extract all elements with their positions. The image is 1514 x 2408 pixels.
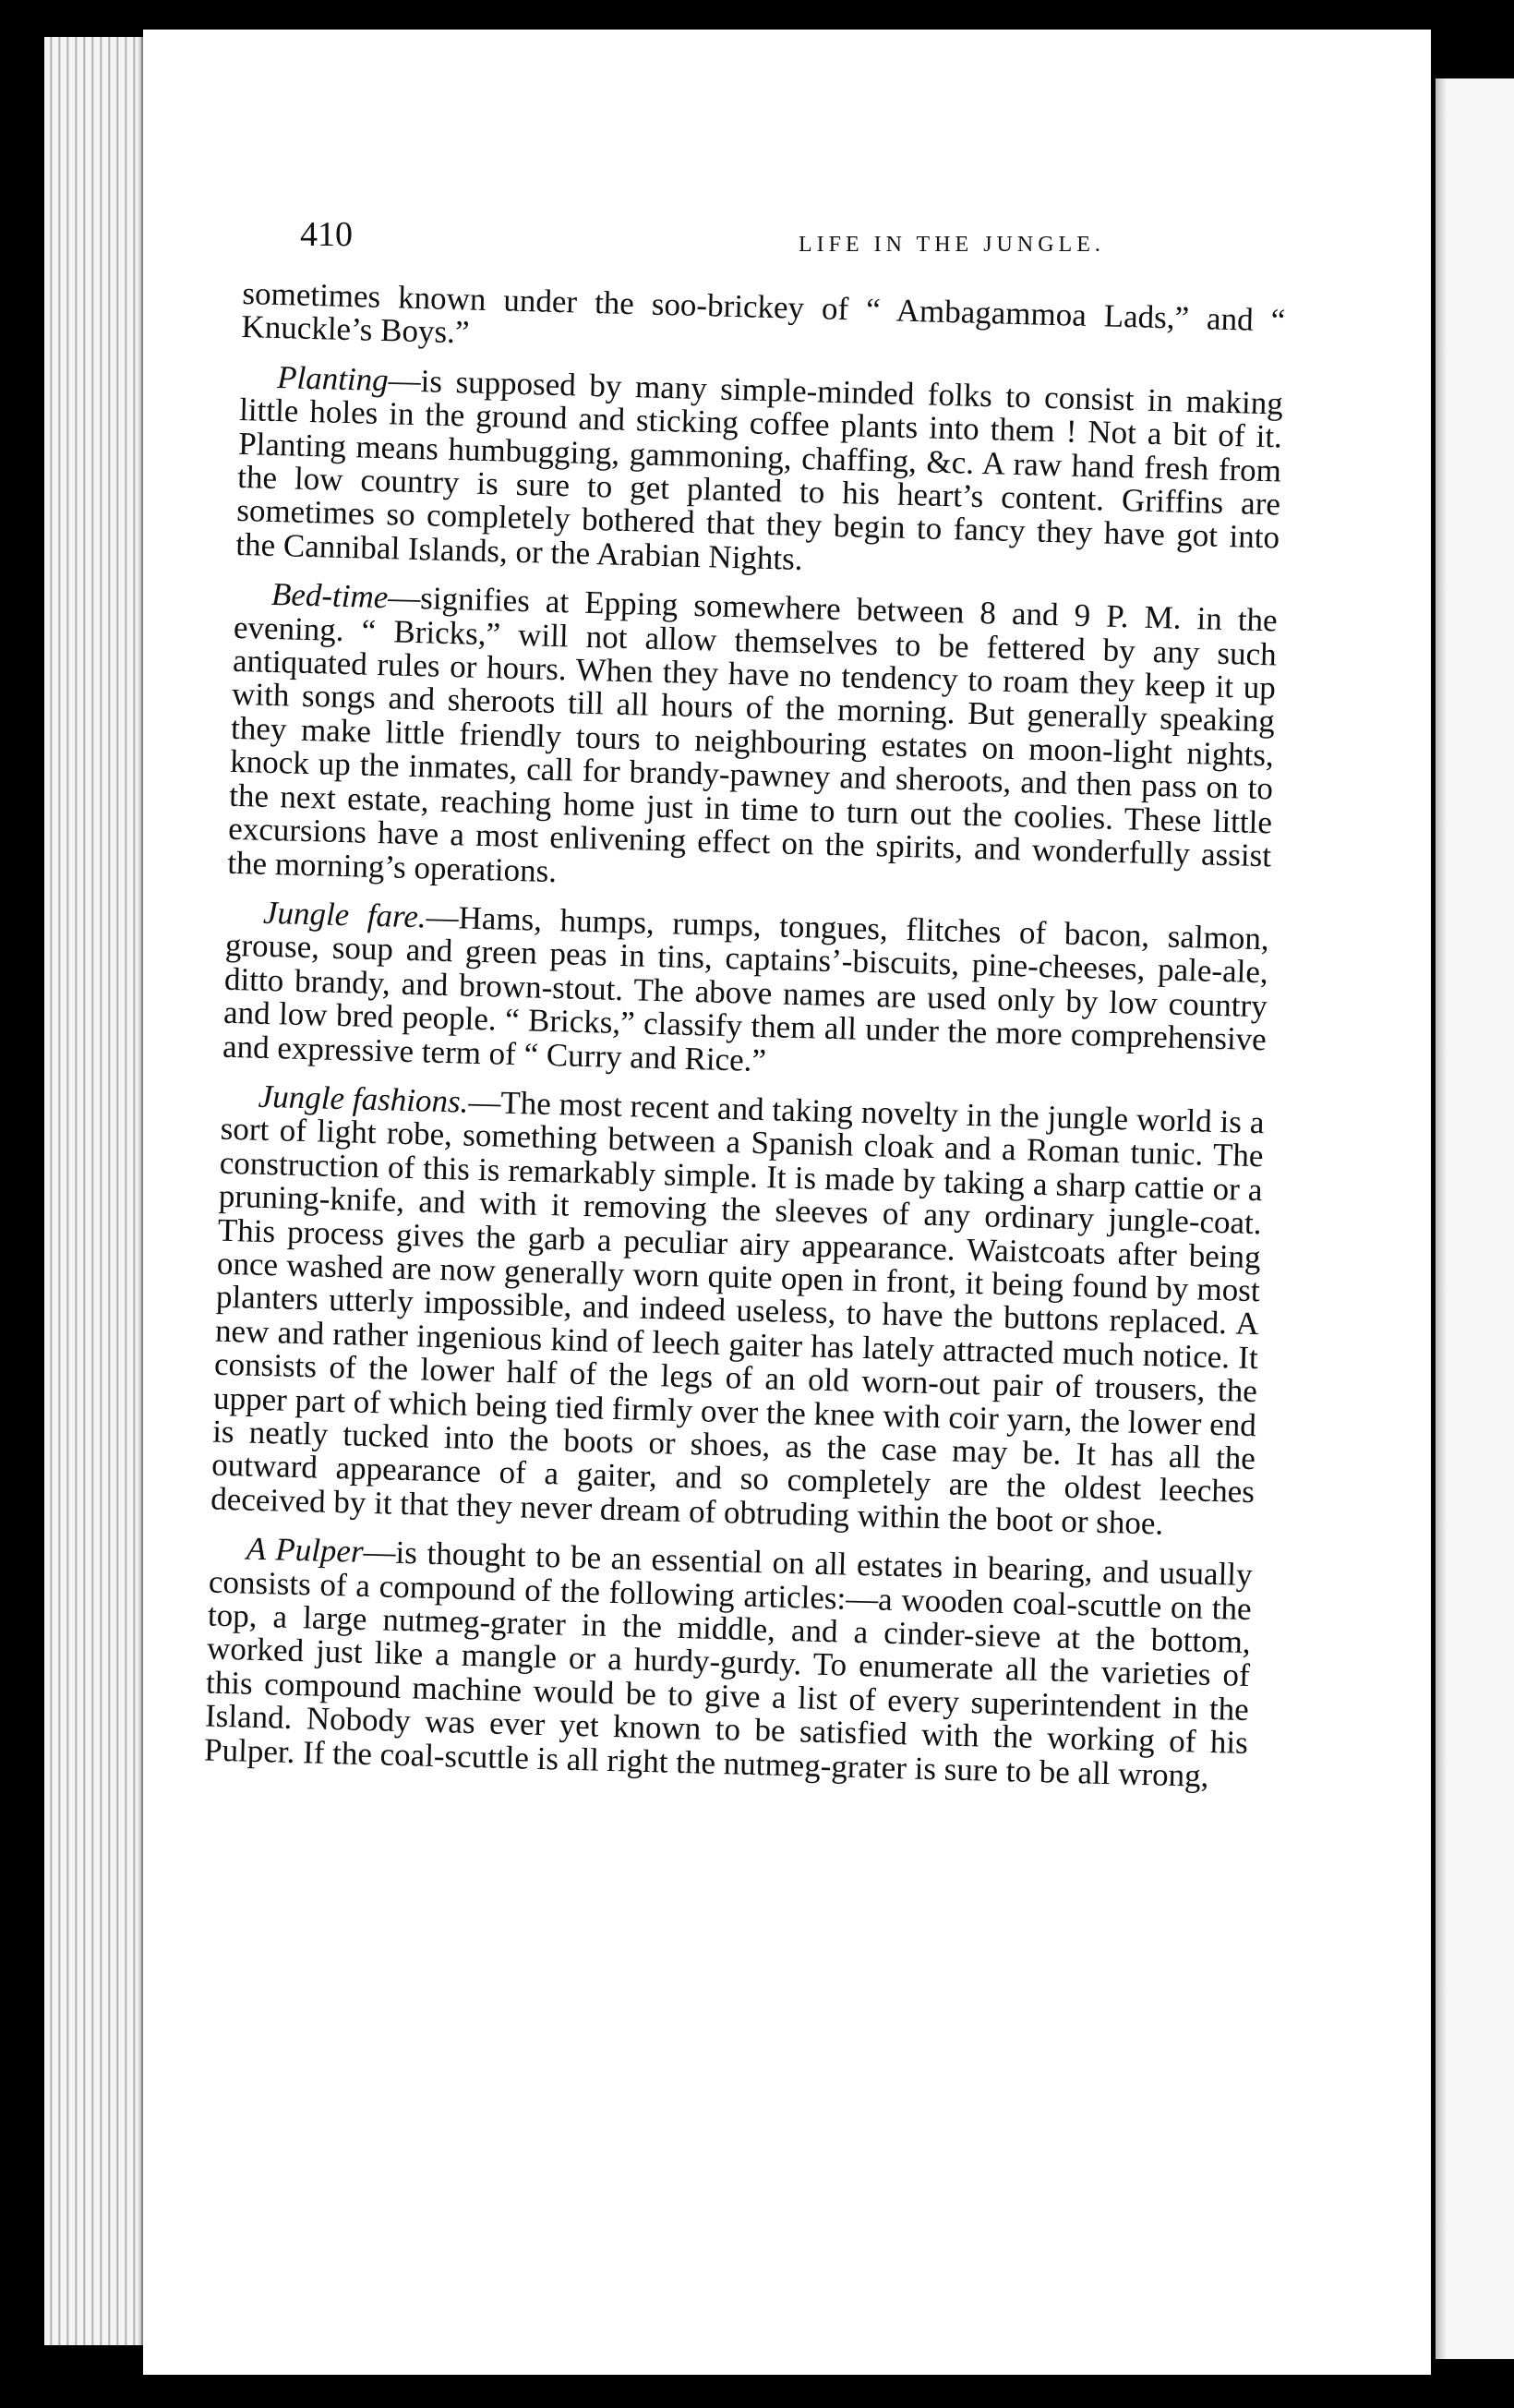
paragraph-pulper xyxy=(204,1532,1253,1794)
entry-term: Jungle fashions. xyxy=(258,1078,469,1120)
facing-page-edge xyxy=(1436,78,1514,2359)
running-title: LIFE IN THE JUNGLE. xyxy=(799,233,1105,257)
page-number: 410 xyxy=(300,215,353,254)
page-header xyxy=(300,214,1408,270)
book-page xyxy=(143,30,1431,2375)
paragraph-text: —is supposed by many simple-minded folks to consist in making little holes in the ground and sticking coffee plants into them ! Not a bit of it. Planting means humbugging, gammoning, chaffing, &c. A raw hand fresh from the low country is sure to get planted to his heart’s content. Griffins are sometimes so completely bothered that they begin to fancy they have got into the Cannibal Islands, or the Arabian Nights. xyxy=(234,361,1284,577)
body-text xyxy=(203,277,1285,1810)
paragraph-jungle-fare xyxy=(222,896,1269,1091)
paragraph-text: —The most recent and taking novelty in the jungle world is a sort of light robe, something between a Spanish cloak and a Roman tunic. The construction of this is remarkably simple. It is made by taking a sharp cattie or a pruning-knife, and with it removing the sleeves of any ordinary jungle-coat. This process gives the garb a peculiar airy appearance. Waistcoats after being once washed are now generally worn quite open in front, it being found by most planters utterly impossible, and indeed useless, to have the buttons replaced. A new and rather ingenious kind of leech gaiter has lately attracted much notice. It consists of the lower half of the legs of an old worn-out pair of trousers, the upper part of which being tied firmly over the knee with coir yarn, the lower end is neatly tucked into the boots or shoes, as the case may be. It has all the outward appearance of a gaiter, and so completely are the oldest leeches deceived by it that they never dream of obtruding within the boot or shoe. xyxy=(210,1083,1265,1542)
paragraph-jungle-fashions xyxy=(210,1079,1265,1544)
paragraph-text: —signifies at Epping somewhere between 8 and 9 P. M. in the evening. “ Bricks,” will not allow themselves to be fettered by any such antiquated rules or hours. When they have no tendency to roam they keep it up with songs and sheroots till all hours of the morning. But generally speaking they make little friendly tours to neighbouring estates on moon-light nights, knock up the inmates, call for brandy-pawney and sheroots, and then pass on to the next estate, reaching home just in time to turn out the coolies. These little excursions have a most enlivening effect on the spirits, and wonderfully assist the morning’s operations. xyxy=(226,579,1279,889)
entry-term: Planting xyxy=(276,358,390,398)
paragraph-continuation xyxy=(241,277,1286,371)
paragraph-text: —is thought to be an essential on all estates in bearing, and usually consists of a compound of the following articles:—a wooden coal-scuttle on the top, a large nutmeg-grater in the middle, and a cinder-sieve at the bottom, worked just like a mangle or a hurdy-gurdy. To enumerate all the varieties of this compound machine would be to give a list of every superintendent in the Island. Nobody was ever yet known to be satisfied with the working of his Pulper. If the coal-scuttle is all right the nutmeg-grater is sure to be all wrong, xyxy=(203,1534,1254,1794)
gutter-shadow xyxy=(1436,78,1447,2359)
paragraph-text: —Hams, humps, rumps, tongues, flitches of bacon, salmon, grouse, soup and green peas in tins, captains’-biscuits, pine-cheeses, pale-ale, ditto brandy, and brown-stout. The above names are used only by low country and low bred people. “ Bricks,” classify them all under the more comprehensive and expressive term of “ Curry and Rice.” xyxy=(222,898,1270,1078)
entry-term: A Pulper xyxy=(246,1530,365,1571)
paragraph-planting xyxy=(235,360,1283,589)
paragraph-bed-time xyxy=(227,577,1278,907)
stacked-page-edges xyxy=(44,37,146,2345)
entry-term: Bed-time xyxy=(270,576,389,616)
entry-term: Jungle fare. xyxy=(262,894,427,935)
paragraph-text: sometimes known under the soo-brickey of “ Ambagammoa Lads,” and “ Knuckle’s Boys.” xyxy=(241,275,1286,351)
